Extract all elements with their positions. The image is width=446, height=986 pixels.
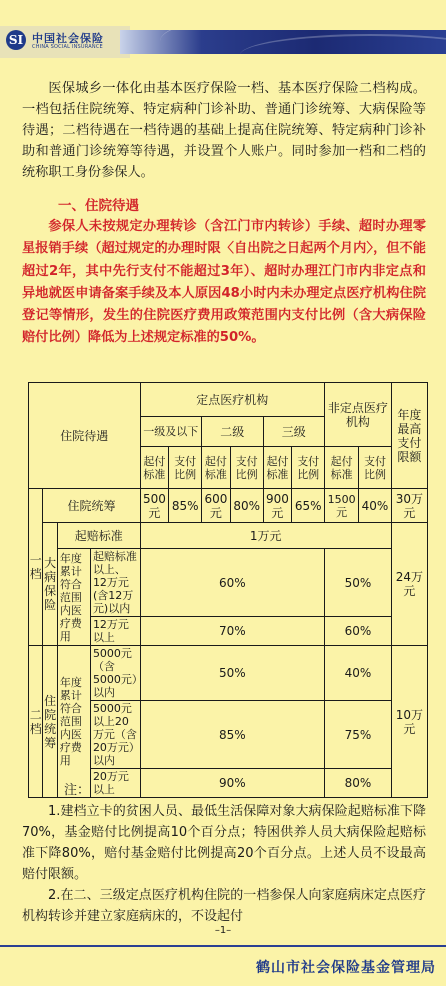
pool-l3-ratio: 65% (292, 489, 325, 523)
header-ratio: 支付比例 (292, 447, 325, 489)
inpatient-benefit-table (28, 382, 428, 798)
pool-l1-ratio: 85% (169, 489, 202, 523)
header-level2: 二级 (202, 417, 264, 447)
header-band (120, 30, 446, 54)
intro-paragraph: 医保城乡一体化由基本医疗保险一档、基本医疗保险二档构成。一档包括住院统筹、特定病种门诊补助、普通门诊统筹、大病保险等待遇；二档待遇在一档待遇的基础上提高住院统筹、特定病种门诊补助和普通门诊统筹等待遇，并设置个人账户。同时参加一档和二档的统称职工身份参保人。 (22, 81, 426, 180)
header (0, 0, 446, 58)
note-1: 1.建档立卡的贫困人员、最低生活保障对象大病保险起赔标准下降70%，基金赔付比例提高10个百分点；特困供养人员大病保险起赔标准下降80%，赔付基金赔付比例提高20个百分点。上述人员不设最高赔付限额。 (22, 804, 426, 882)
header-start: 起付标准 (140, 447, 169, 489)
t2-band3-label: 20万元以上 (90, 769, 140, 798)
pool-l2-start: 600元 (202, 489, 231, 523)
header-level1: 一级及以下 (140, 417, 202, 447)
header-start: 起付标准 (263, 447, 292, 489)
tier1-pool-label: 住院统筹 (43, 489, 140, 523)
tier2-label: 二档 (29, 646, 43, 798)
pool-limit: 30万元 (391, 489, 427, 523)
header-start: 起付标准 (325, 447, 359, 489)
major-illness-limit: 24万元 (391, 523, 427, 646)
mi-band1-designated: 60% (140, 549, 325, 617)
footer (0, 945, 446, 986)
tier2-pool-label: 住院统筹 (43, 646, 57, 798)
footer-organization: 鹤山市社会保险基金管理局 (256, 960, 436, 976)
mi-band2-label: 12万元以上 (90, 617, 140, 646)
warning-paragraph: 参保人未按规定办理转诊（含江门市内转诊）手续、超时办理零星报销手续（超过规定的办理时限〈自出院之日起两个月内〉，但不能超过2年，其中先行支付不能超过3年）、超时办理江门市内非定点和异地就医申请备案手续及本人原因48小时内未办理定点医疗机构住院登记等情形，发生的住院医疗费用政策范围内支付比例（含大病保险赔付比例）降低为上述规定标准的50%。 (22, 219, 426, 346)
header-designated: 定点医疗机构 (140, 383, 325, 417)
header-ratio: 支付比例 (230, 447, 263, 489)
notes-title: 注： (64, 783, 91, 798)
header-ratio: 支付比例 (169, 447, 202, 489)
t2-band1-label: 5000元（含5000元）以内 (90, 646, 140, 701)
header-level3: 三级 (263, 417, 325, 447)
t2-band1-nd: 40% (325, 646, 392, 701)
pool-l1-start: 500元 (140, 489, 169, 523)
pool-nd-ratio: 40% (359, 489, 392, 523)
tier2-limit: 10万元 (391, 646, 427, 798)
logo-title: 中国社会保险 (32, 32, 104, 45)
tier1-label: 一档 (29, 489, 43, 646)
header-benefit: 住院待遇 (29, 383, 141, 489)
pool-l3-start: 900元 (263, 489, 292, 523)
t2-band1-designated: 50% (140, 646, 325, 701)
mi-band2-designated: 70% (140, 617, 325, 646)
t2-band2-nd: 75% (325, 701, 392, 769)
section-heading: 一、住院待遇 (58, 198, 139, 214)
t2-band2-label: 5000元以上20万元（含20万元）以内 (90, 701, 140, 769)
annual-cost-label-2: 年度累计符合范围内医疗费用 (57, 646, 90, 798)
logo-subtitle: CHINA SOCIAL INSURANCE (32, 44, 103, 50)
t2-band2-designated: 85% (140, 701, 325, 769)
pool-l2-ratio: 80% (230, 489, 263, 523)
threshold-label: 起赔标准 (57, 523, 140, 549)
mi-band1-nd: 50% (325, 549, 392, 617)
mi-band1-label: 起赔标准以上、12万元(含12万元)以内 (90, 549, 140, 617)
header-annual-limit: 年度最高支付限额 (391, 383, 427, 489)
t2-band3-nd: 80% (325, 769, 392, 798)
header-non-designated: 非定点医疗机构 (325, 383, 392, 447)
pool-nd-start: 1500元 (325, 489, 359, 523)
mi-band2-nd: 60% (325, 617, 392, 646)
header-ratio: 支付比例 (359, 447, 392, 489)
note-2: 2.在二、三级定点医疗机构住院的一档参保人向家庭病床定点医疗机构转诊并建立家庭病床的，不设起付 (22, 888, 426, 924)
social-insurance-logo-icon: SI (6, 30, 26, 50)
t2-band3-designated: 90% (140, 769, 325, 798)
annual-cost-label: 年度累计符合范围内医疗费用 (57, 549, 90, 646)
header-start: 起付标准 (202, 447, 231, 489)
threshold-value: 1万元 (140, 523, 391, 549)
page-number: –1– (214, 925, 232, 936)
major-illness-label: 大病保险 (43, 523, 57, 646)
